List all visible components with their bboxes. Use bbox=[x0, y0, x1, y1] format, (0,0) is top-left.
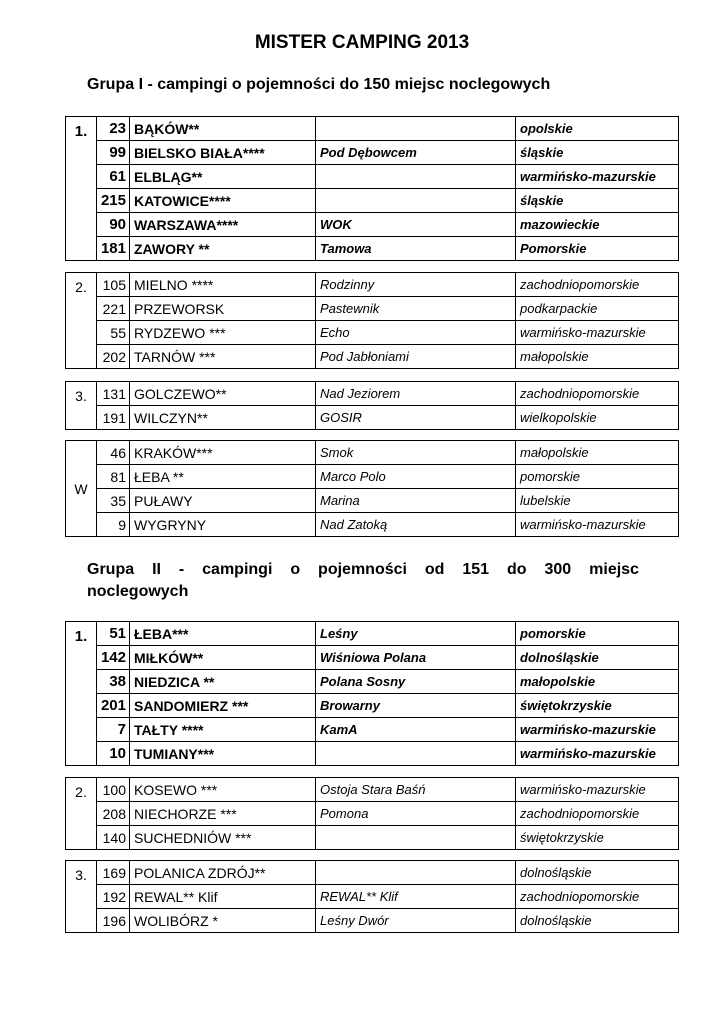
camp-name: KamA bbox=[316, 718, 516, 742]
camp-number: 181 bbox=[97, 237, 130, 261]
camp-name: Pastewnik bbox=[316, 297, 516, 321]
camp-name: Wiśniowa Polana bbox=[316, 646, 516, 670]
group2-heading-word: od bbox=[424, 561, 445, 578]
region: warmińsko-mazurskie bbox=[516, 513, 679, 537]
camp-name: Pod Dębowcem bbox=[316, 141, 516, 165]
table-row bbox=[66, 778, 679, 802]
camp-name: Leśny Dwór bbox=[316, 909, 516, 933]
group2-heading-word: campingi bbox=[202, 561, 273, 578]
camp-number: 221 bbox=[97, 297, 130, 321]
region: warmińsko-mazurskie bbox=[516, 778, 679, 802]
region: dolnośląskie bbox=[516, 646, 679, 670]
table-row bbox=[66, 909, 679, 933]
town-name: PRZEWORSK bbox=[130, 297, 316, 321]
table-row bbox=[66, 465, 679, 489]
group2-heading-word: pojemności bbox=[318, 561, 407, 578]
table-row bbox=[66, 273, 679, 297]
camp-name: Marco Polo bbox=[316, 465, 516, 489]
region: świętokrzyskie bbox=[516, 694, 679, 718]
region: warmińsko-mazurskie bbox=[516, 321, 679, 345]
page-title: MISTER CAMPING 2013 bbox=[254, 32, 470, 53]
region: dolnośląskie bbox=[516, 909, 679, 933]
camp-name: Polana Sosny bbox=[316, 670, 516, 694]
table-row bbox=[66, 297, 679, 321]
region: Pomorskie bbox=[516, 237, 679, 261]
table-row bbox=[66, 694, 679, 718]
region: małopolskie bbox=[516, 441, 679, 465]
camp-name: Pomona bbox=[316, 802, 516, 826]
group2-block1 bbox=[65, 621, 679, 766]
region: zachodniopomorskie bbox=[516, 885, 679, 909]
block-label: 2. bbox=[66, 273, 97, 369]
town-name: SANDOMIERZ *** bbox=[130, 694, 316, 718]
town-name: NIEDZICA ** bbox=[130, 670, 316, 694]
camp-name: Nad Zatoką bbox=[316, 513, 516, 537]
group2-block2 bbox=[65, 777, 679, 850]
region: pomorskie bbox=[516, 465, 679, 489]
camp-name bbox=[316, 117, 516, 141]
town-name: MIELNO **** bbox=[130, 273, 316, 297]
camp-number: 100 bbox=[97, 778, 130, 802]
camp-name: GOSIR bbox=[316, 406, 516, 430]
region: wielkopolskie bbox=[516, 406, 679, 430]
town-name: ZAWORY ** bbox=[130, 237, 316, 261]
table-row bbox=[66, 742, 679, 766]
town-name: TUMIANY*** bbox=[130, 742, 316, 766]
camp-name: Leśny bbox=[316, 622, 516, 646]
camp-name: Tamowa bbox=[316, 237, 516, 261]
camp-name: Marina bbox=[316, 489, 516, 513]
town-name: KOSEWO *** bbox=[130, 778, 316, 802]
town-name: RYDZEWO *** bbox=[130, 321, 316, 345]
town-name: GOLCZEWO** bbox=[130, 382, 316, 406]
group1-block2 bbox=[65, 272, 679, 369]
camp-name: REWAL** Klif bbox=[316, 885, 516, 909]
block-label: W bbox=[66, 441, 97, 537]
camp-name bbox=[316, 189, 516, 213]
table-row bbox=[66, 670, 679, 694]
camp-number: 201 bbox=[97, 694, 130, 718]
camp-number: 38 bbox=[97, 670, 130, 694]
camp-number: 202 bbox=[97, 345, 130, 369]
region: lubelskie bbox=[516, 489, 679, 513]
table-row bbox=[66, 489, 679, 513]
camp-name: Nad Jeziorem bbox=[316, 382, 516, 406]
camp-number: 46 bbox=[97, 441, 130, 465]
town-name: KATOWICE**** bbox=[130, 189, 316, 213]
group2-heading-word: Grupa bbox=[87, 561, 135, 578]
camp-number: 9 bbox=[97, 513, 130, 537]
region: warmińsko-mazurskie bbox=[516, 718, 679, 742]
table-row bbox=[66, 406, 679, 430]
camp-number: 215 bbox=[97, 189, 130, 213]
group2-heading-word: o bbox=[290, 561, 301, 578]
group1-block1 bbox=[65, 116, 679, 261]
town-name: TAŁTY **** bbox=[130, 718, 316, 742]
town-name: ŁEBA ** bbox=[130, 465, 316, 489]
town-name: MIŁKÓW** bbox=[130, 646, 316, 670]
table-row bbox=[66, 141, 679, 165]
region: śląskie bbox=[516, 189, 679, 213]
camp-name: Smok bbox=[316, 441, 516, 465]
town-name: WOLIBÓRZ * bbox=[130, 909, 316, 933]
region: śląskie bbox=[516, 141, 679, 165]
block-label: 3. bbox=[66, 861, 97, 933]
camp-number: 90 bbox=[97, 213, 130, 237]
camp-number: 61 bbox=[97, 165, 130, 189]
region: warmińsko-mazurskie bbox=[516, 742, 679, 766]
group1-block-w bbox=[65, 440, 679, 537]
camp-number: 192 bbox=[97, 885, 130, 909]
camp-number: 131 bbox=[97, 382, 130, 406]
table-row bbox=[66, 117, 679, 141]
region: opolskie bbox=[516, 117, 679, 141]
table-row bbox=[66, 646, 679, 670]
group2-heading-word: do bbox=[507, 561, 527, 578]
table-row bbox=[66, 189, 679, 213]
group2-heading-line2: noclegowych bbox=[87, 583, 189, 600]
town-name: SUCHEDNIÓW *** bbox=[130, 826, 316, 850]
camp-number: 99 bbox=[97, 141, 130, 165]
group2-heading-word: 151 bbox=[462, 561, 490, 578]
block-label: 1. bbox=[66, 117, 97, 261]
region: świętokrzyskie bbox=[516, 826, 679, 850]
table-row bbox=[66, 513, 679, 537]
table-row bbox=[66, 622, 679, 646]
camp-number: 208 bbox=[97, 802, 130, 826]
town-name: WYGRYNY bbox=[130, 513, 316, 537]
region: małopolskie bbox=[516, 345, 679, 369]
camp-number: 81 bbox=[97, 465, 130, 489]
camp-number: 7 bbox=[97, 718, 130, 742]
camp-name: Browarny bbox=[316, 694, 516, 718]
camp-number: 10 bbox=[97, 742, 130, 766]
camp-number: 169 bbox=[97, 861, 130, 885]
town-name: NIECHORZE *** bbox=[130, 802, 316, 826]
table-row bbox=[66, 802, 679, 826]
table-row bbox=[66, 165, 679, 189]
town-name: WARSZAWA**** bbox=[130, 213, 316, 237]
group2-heading-word: II bbox=[152, 561, 161, 578]
camp-number: 196 bbox=[97, 909, 130, 933]
camp-name: Ostoja Stara Baśń bbox=[316, 778, 516, 802]
town-name: REWAL** Klif bbox=[130, 885, 316, 909]
camp-number: 191 bbox=[97, 406, 130, 430]
block-label: 1. bbox=[66, 622, 97, 766]
camp-number: 51 bbox=[97, 622, 130, 646]
table-row bbox=[66, 213, 679, 237]
group2-heading-word: - bbox=[178, 561, 185, 578]
block-label: 2. bbox=[66, 778, 97, 850]
region: podkarpackie bbox=[516, 297, 679, 321]
town-name: PUŁAWY bbox=[130, 489, 316, 513]
camp-number: 142 bbox=[97, 646, 130, 670]
group2-heading bbox=[87, 559, 639, 603]
town-name: ŁEBA*** bbox=[130, 622, 316, 646]
table-row bbox=[66, 441, 679, 465]
group2-block3 bbox=[65, 860, 679, 933]
table-row bbox=[66, 237, 679, 261]
region: zachodniopomorskie bbox=[516, 382, 679, 406]
region: warmińsko-mazurskie bbox=[516, 165, 679, 189]
town-name: TARNÓW *** bbox=[130, 345, 316, 369]
camp-name: Rodzinny bbox=[316, 273, 516, 297]
block-label: 3. bbox=[66, 382, 97, 430]
camp-name: Pod Jabłoniami bbox=[316, 345, 516, 369]
group1-heading: Grupa I - campingi o pojemności do 150 miejsc noclegowych bbox=[87, 76, 551, 93]
camp-number: 140 bbox=[97, 826, 130, 850]
region: zachodniopomorskie bbox=[516, 802, 679, 826]
camp-number: 23 bbox=[97, 117, 130, 141]
town-name: POLANICA ZDRÓJ** bbox=[130, 861, 316, 885]
camp-number: 35 bbox=[97, 489, 130, 513]
camp-number: 55 bbox=[97, 321, 130, 345]
table-row bbox=[66, 826, 679, 850]
table-row bbox=[66, 345, 679, 369]
camp-name bbox=[316, 826, 516, 850]
table-row bbox=[66, 861, 679, 885]
group2-heading-word: 300 bbox=[544, 561, 572, 578]
region: małopolskie bbox=[516, 670, 679, 694]
town-name: BĄKÓW** bbox=[130, 117, 316, 141]
town-name: WILCZYN** bbox=[130, 406, 316, 430]
region: mazowieckie bbox=[516, 213, 679, 237]
region: dolnośląskie bbox=[516, 861, 679, 885]
camp-name bbox=[316, 165, 516, 189]
table-row bbox=[66, 885, 679, 909]
camp-name bbox=[316, 861, 516, 885]
town-name: BIELSKO BIAŁA**** bbox=[130, 141, 316, 165]
table-row bbox=[66, 718, 679, 742]
camp-number: 105 bbox=[97, 273, 130, 297]
camp-name: WOK bbox=[316, 213, 516, 237]
town-name: ELBLĄG** bbox=[130, 165, 316, 189]
table-row bbox=[66, 382, 679, 406]
camp-name bbox=[316, 742, 516, 766]
camp-name: Echo bbox=[316, 321, 516, 345]
town-name: KRAKÓW*** bbox=[130, 441, 316, 465]
group1-block3 bbox=[65, 381, 679, 430]
group2-heading-word: miejsc bbox=[589, 561, 639, 578]
region: zachodniopomorskie bbox=[516, 273, 679, 297]
table-row bbox=[66, 321, 679, 345]
region: pomorskie bbox=[516, 622, 679, 646]
